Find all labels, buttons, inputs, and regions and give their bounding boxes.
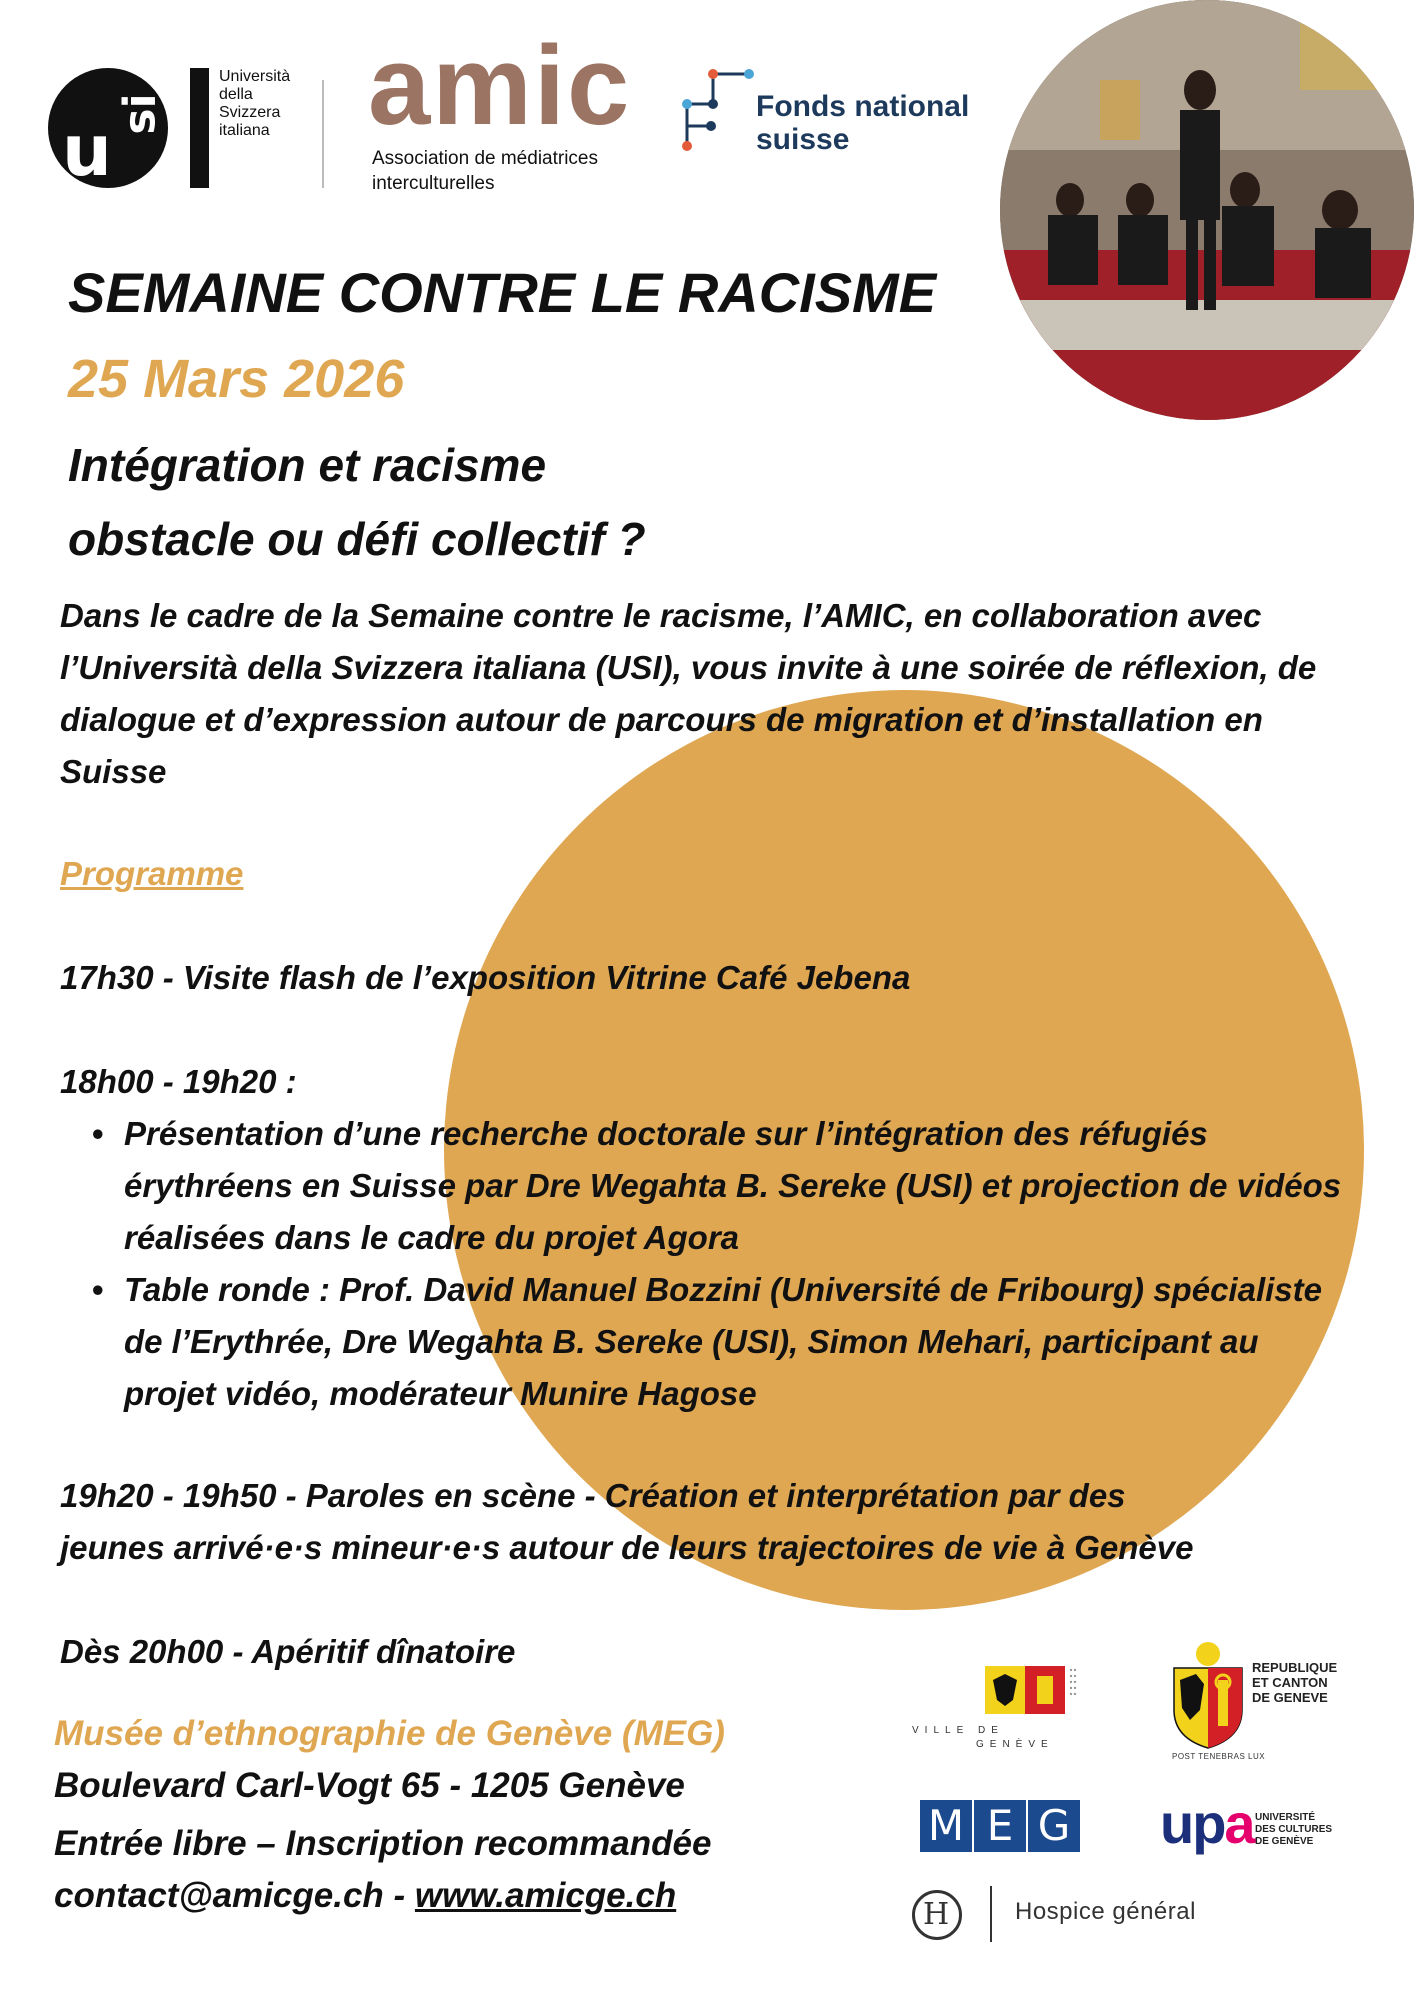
rcg-line: DE GENEVE [1252,1690,1328,1705]
ville-de-geneve-flag-icon [985,1660,1080,1720]
programme-line: 19h20 - 19h50 - Paroles en scène - Création et interprétation par des [60,1477,1126,1514]
upa-mark-a: a [1224,1792,1254,1855]
programme-item-paroles [60,1470,1193,1574]
website-link[interactable]: www.amicge.ch [414,1876,677,1915]
fns-line: suisse [756,123,850,156]
usi-logo-text [219,68,290,140]
contact-separator: - [383,1876,415,1915]
usi-line: Svizzera [219,104,281,121]
republique-geneve-label [1252,1660,1337,1705]
list-item: • Présentation d’une recherche doctorale sur l’intégration des réfugiés érythréens en Suisse par Dre Wegahta B. Sereke (USI) et projection de vidéos réalisées dans le cadre du projet Agora [124,1108,1344,1264]
ville-de-geneve-label [912,1724,1054,1752]
contact-line [54,1870,676,1922]
usi-line: della [219,86,253,103]
amic-sub-line: Association de médiatrices [372,148,598,169]
programme-item-time: 18h00 - 19h20 : [60,1063,297,1100]
event-photo [1000,0,1414,420]
vdg-line: GENÈVE [976,1739,1054,1750]
upa-line: DE GENÈVE [1255,1836,1314,1847]
venue-address: Boulevard Carl-Vogt 65 - 1205 Genève [54,1766,685,1805]
hospice-general-mark: H [923,1897,950,1932]
usi-line: Università [219,68,291,85]
rcg-line: ET CANTON [1252,1675,1328,1690]
meg-letter: M [920,1800,974,1852]
amic-logo-word: amic [368,23,632,148]
upa-mark-up: up [1160,1792,1225,1855]
meg-letter: E [974,1800,1028,1852]
programme-item-aperitif: Dès 20h00 - Apéritif dînatoire [60,1633,516,1670]
amic-sub-line: interculturelles [372,173,495,194]
upa-logo-mark [1160,1792,1254,1855]
event-photo-illustration [1000,0,1414,420]
programme-heading: Programme [60,855,244,892]
programme-bullet-list [124,1108,1344,1420]
entry-info: Entrée libre – Inscription recommandée [54,1824,712,1863]
amic-logo-subtitle [372,146,598,196]
contact-email[interactable]: contact@amicge.ch [54,1876,384,1915]
usi-logo-u: u [62,110,112,192]
rcg-line: REPUBLIQUE [1252,1660,1338,1675]
meg-logo [920,1800,1080,1852]
republique-motto: POST TENEBRAS LUX [1172,1752,1266,1761]
republique-geneve-shield-icon [1170,1640,1246,1750]
event-subtitle [68,428,646,576]
list-item: • Table ronde : Prof. David Manuel Bozzini (Université de Fribourg) spécialiste de l’Erythrée, Dre Wegahta B. Sereke (USI), Simon Mehari, participant au projet vidéo, modérateur Munire Hagose [124,1264,1344,1420]
upa-line: DES CULTURES [1255,1824,1333,1835]
fns-line: Fonds national [756,90,970,123]
event-subtitle-line: Intégration et racisme [68,439,547,491]
upa-logo-text [1255,1812,1332,1848]
fns-logo-text [756,90,969,156]
event-title: SEMAINE CONTRE LE RACISME [68,261,937,324]
event-subtitle-line: obstacle ou défi collectif ? [68,513,646,565]
intro-paragraph: Dans le cadre de la Semaine contre le racisme, l’AMIC, en collaboration avec l’Università della Svizzera italiana (USI), vous invite à une soirée de réflexion, de dialogue et d’expression autour de parcours de migration et d’installation en Suisse [60,597,1317,790]
usi-logo-bar [190,68,209,188]
hospice-general-label: Hospice général [1015,1898,1196,1925]
programme-line: jeunes arrivé·e·s mineur·e·s autour de leurs trajectoires de vie à Genève [60,1529,1194,1566]
hospice-divider [990,1886,992,1942]
vdg-line: VILLE DE [912,1725,1004,1736]
upa-line: UNIVERSITÉ [1255,1812,1316,1823]
usi-logo-si: si [114,93,166,135]
event-date: 25 Mars 2026 [68,349,405,409]
logo-divider [322,80,324,188]
venue-name: Musée d’ethnographie de Genève (MEG) [54,1714,725,1753]
usi-line: italiana [219,122,270,139]
fns-logo-icon [665,64,755,154]
programme-item-visit: 17h30 - Visite flash de l’exposition Vitrine Café Jebena [60,959,911,996]
meg-letter: G [1037,1801,1071,1850]
